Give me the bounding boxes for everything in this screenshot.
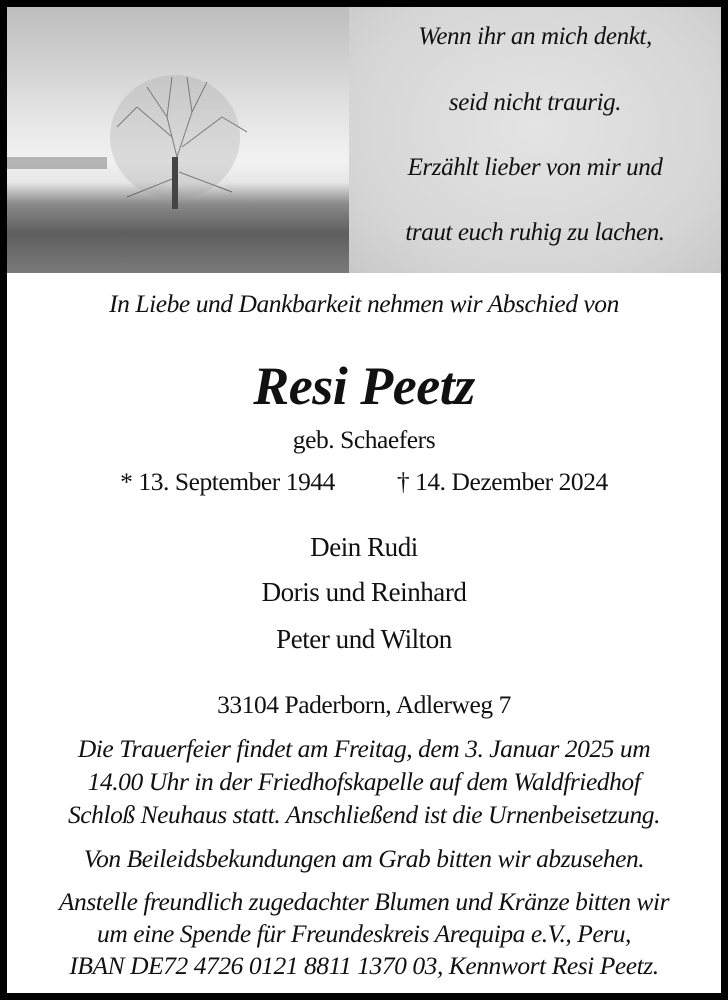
life-dates: [7, 467, 721, 497]
poem-line: seid nicht traurig.: [448, 89, 622, 116]
donation-text: um eine Spende für Freundeskreis Arequipa e.V., Peru,: [97, 919, 631, 948]
birth-date: * 13. September 1944: [120, 467, 335, 496]
deceased-name: Resi Peetz: [253, 356, 475, 416]
funeral-text: Die Trauerfeier findet am Freitag, dem 3. Januar 2025 um: [77, 734, 651, 763]
funeral-text: Schloß Neuhaus statt. Anschließend ist die Urnenbeisetzung.: [68, 800, 660, 829]
intro-text: In Liebe und Dankbarkeit nehmen wir Abschied von: [109, 289, 619, 318]
obituary-notice: [7, 7, 721, 993]
funeral-text: 14.00 Uhr in der Friedhofskapelle auf dem Waldfriedhof: [87, 767, 641, 796]
mourner: Dein Rudi: [310, 532, 418, 562]
poem-line: traut euch ruhig zu lachen.: [405, 219, 665, 246]
donation-text: Anstelle freundlich zugedachter Blumen und Kränze bitten wir: [58, 887, 670, 916]
tree-photo: [7, 7, 349, 273]
birth-name: geb. Schaefers: [292, 425, 436, 454]
mourner: Doris und Reinhard: [261, 577, 467, 607]
death-date: † 14. Dezember 2024: [396, 467, 608, 496]
poem-line: Wenn ihr an mich denkt,: [418, 23, 652, 50]
poem-line: Erzählt lieber von mir und: [407, 154, 663, 181]
poem-panel: [349, 7, 721, 273]
mourner: Peter und Wilton: [276, 624, 452, 654]
donation-text: IBAN DE72 4726 0121 8811 1370 03, Kennwort Resi Peetz.: [69, 951, 659, 980]
address: 33104 Paderborn, Adlerweg 7: [217, 690, 511, 719]
condolence-note: Von Beileidsbekundungen am Grab bitten wir abzusehen.: [83, 844, 645, 873]
